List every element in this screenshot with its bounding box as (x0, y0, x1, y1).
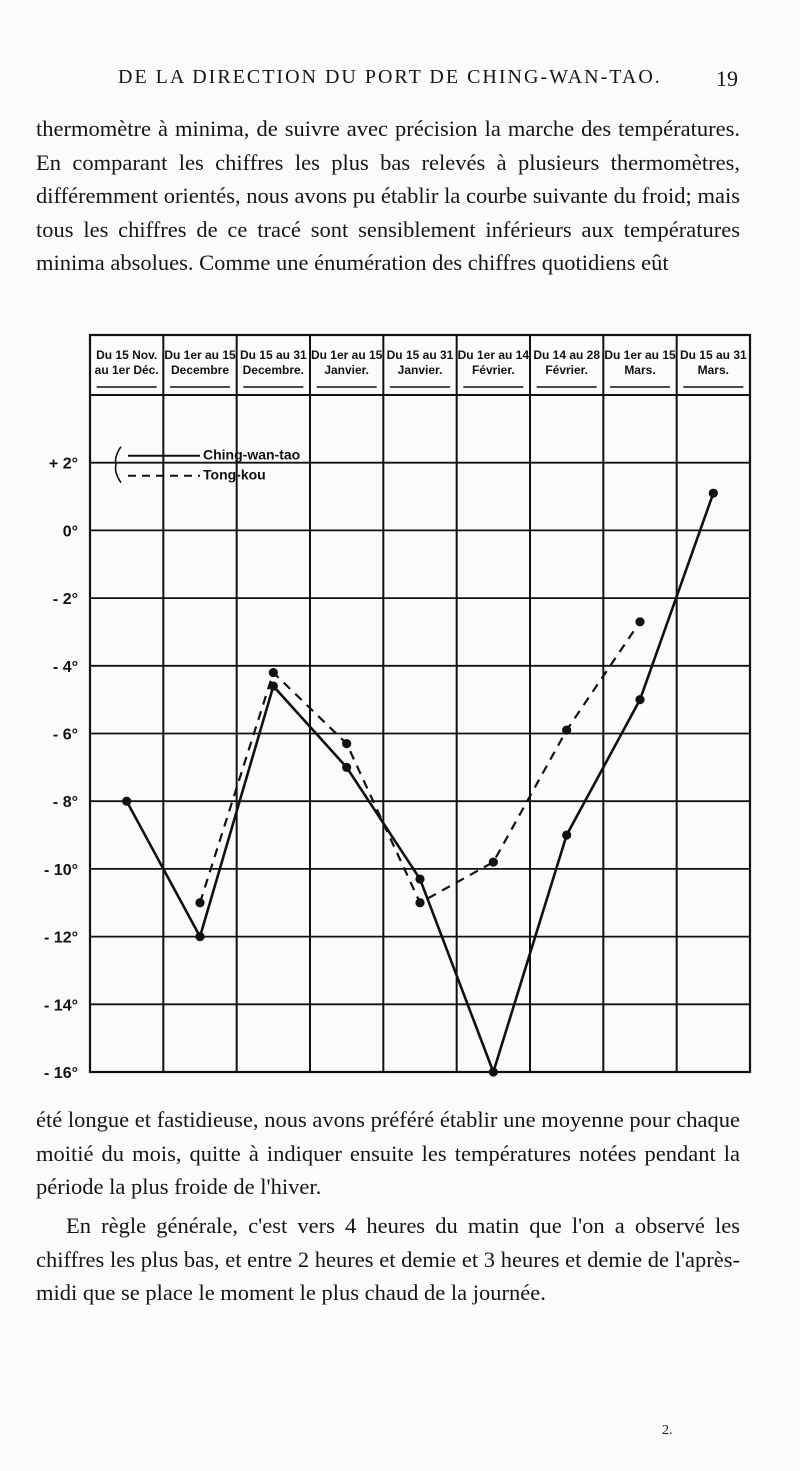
page-number: 19 (716, 66, 738, 91)
column-header-label: Du 15 au 31 (239, 348, 307, 362)
y-tick-label: + 2° (48, 455, 78, 473)
data-point (269, 668, 278, 677)
data-point (562, 830, 571, 839)
column-header-label: Mars. (697, 363, 730, 377)
column-header-label: Février. (545, 363, 589, 377)
paragraph-after-chart-1: été longue et fastidieuse, nous avons préféré établir une moyenne pour chaque moitié du mois, quitte à indiquer ensuite les températures notées pendant la période la plus froide de l'hiver. (36, 1107, 740, 1199)
y-tick-label: 0° (62, 523, 78, 541)
column-header-label: Du 1er au 15 (604, 348, 676, 362)
y-tick-label: - 16° (44, 1065, 78, 1080)
y-tick-label: - 6° (52, 726, 78, 744)
column-header-label: Decembre. (242, 363, 305, 377)
data-point (489, 1067, 498, 1076)
column-header-label: Du 1er au 14 (457, 348, 530, 362)
column-header-label: au 1er Déc. (94, 363, 159, 377)
temperature-chart (0, 320, 800, 1080)
column-header-label: Du 14 au 28 (533, 348, 601, 362)
running-head-title: DE LA DIRECTION DU PORT DE CHING-WAN-TAO. (118, 66, 662, 88)
running-head (118, 66, 738, 100)
y-tick-label: - 8° (52, 794, 78, 812)
column-header-label: Du 15 au 31 (386, 348, 454, 362)
legend-brace (116, 447, 121, 483)
data-point (635, 695, 644, 704)
column-header-label: Decembre (170, 363, 230, 377)
data-point (122, 797, 131, 806)
series-line (200, 622, 640, 903)
column-header-label: Février. (471, 363, 515, 377)
y-tick-label: - 12° (44, 929, 78, 947)
y-tick-label: - 4° (52, 658, 78, 676)
column-header-label: Du 15 au 31 (679, 348, 747, 362)
legend-label: Ching-wan-tao (203, 446, 301, 463)
data-point (489, 858, 498, 867)
y-tick-label: - 14° (44, 997, 78, 1015)
column-header-label: Du 1er au 15 (310, 348, 383, 362)
data-point (342, 763, 351, 772)
chart-frame (90, 335, 750, 1072)
data-point (195, 898, 204, 907)
data-point (195, 932, 204, 941)
data-point (635, 617, 644, 626)
column-header-label: Janvier. (324, 363, 370, 377)
data-point (415, 874, 424, 883)
series-line (127, 493, 714, 1072)
y-tick-label: - 2° (52, 591, 78, 609)
data-point (562, 726, 571, 735)
column-header-label: Mars. (624, 363, 656, 377)
paragraph-before-chart: thermomètre à minima, de suivre avec précision la marche des températures. En comparant les chiffres les plus bas relevés à plusieurs thermomètres, différemment orientés, nous avons pu établir la courbe suivante du froid; mais tous les chiffres de ce tracé sont sensiblement inférieurs aux températures minima absolues. Comme une énumération des chiffres quotidiens eût (36, 116, 740, 275)
column-header-label: Du 1er au 15 (164, 348, 236, 362)
signature-mark: 2. (662, 1423, 673, 1438)
data-point (709, 489, 718, 498)
legend-label: Tong-kou (203, 466, 266, 483)
column-header-label: Du 15 Nov. (96, 348, 158, 362)
data-point (415, 898, 424, 907)
paragraph-after-chart-2: En règle générale, c'est vers 4 heures du matin que l'on a observé les chiffres les plus bas, et entre 2 heures et demie et 3 heures et demie de l'après-midi que se place le moment le plus chaud de la journée. (36, 1213, 740, 1305)
data-point (342, 739, 351, 748)
y-tick-label: - 10° (44, 861, 78, 879)
column-header-label: Janvier. (397, 363, 443, 377)
